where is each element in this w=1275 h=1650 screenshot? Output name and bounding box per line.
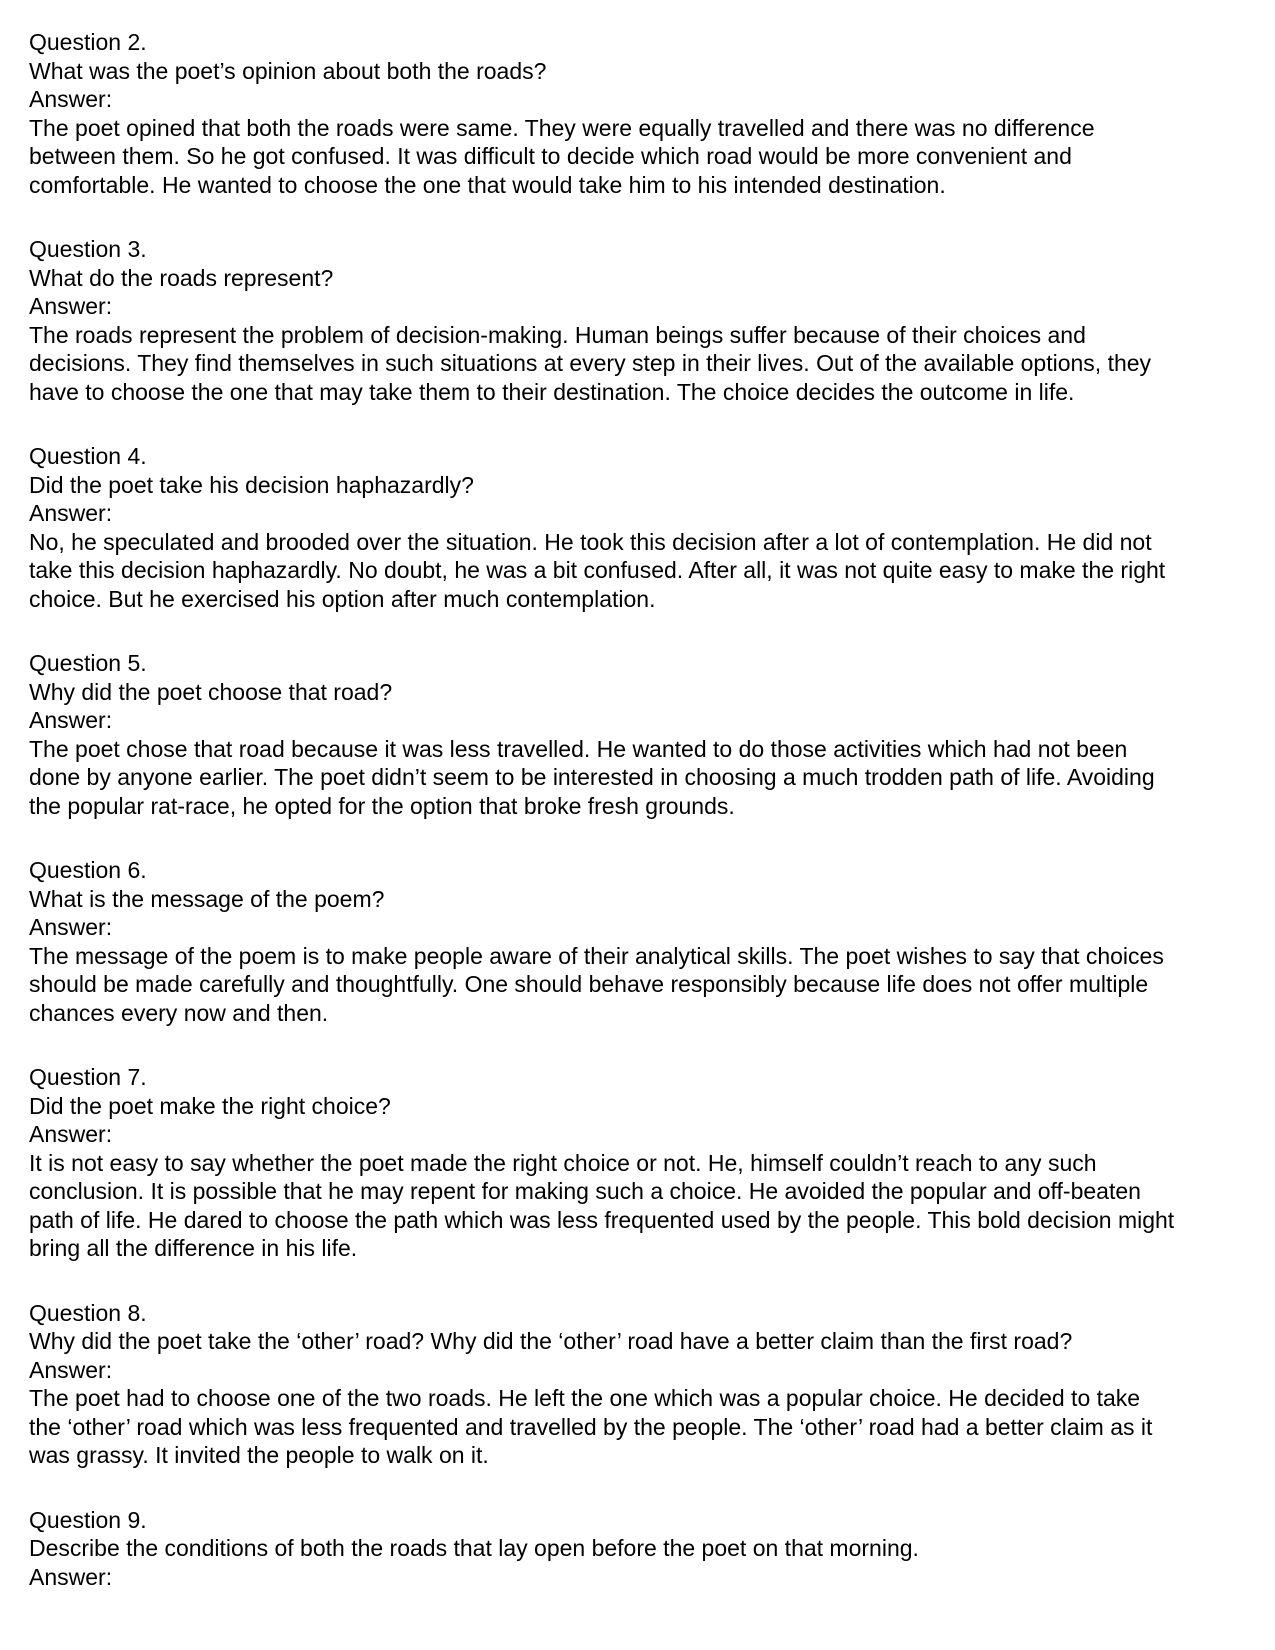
answer-text-line: the popular rat-race, he opted for the option that broke fresh grounds. bbox=[29, 792, 735, 819]
answer-text-line: The poet opined that both the roads were same. They were equally travelled and there was no difference bbox=[29, 114, 1095, 141]
answer-label: Answer: bbox=[29, 86, 113, 112]
answer-text-line: was grassy. It invited the people to walk on it. bbox=[29, 1442, 489, 1468]
question-block bbox=[29, 28, 1269, 199]
question-label: Question 6. bbox=[29, 857, 147, 883]
question-block bbox=[29, 1506, 1269, 1592]
answer-text-line: have to choose the one that may take them to their destination. The choice decides the outcome in life. bbox=[29, 378, 1075, 405]
answer-text-line: decisions. They find themselves in such situations at every step in their lives. Out of the available options, they bbox=[29, 350, 1152, 376]
answer-label: Answer: bbox=[29, 914, 113, 940]
answer-text-line: conclusion. It is possible that he may repent for making such a choice. He avoided the popular and off-beaten bbox=[29, 1178, 1141, 1204]
question-label: Question 3. bbox=[29, 236, 147, 262]
answer-label: Answer: bbox=[29, 500, 113, 526]
answer-label: Answer: bbox=[29, 1121, 113, 1147]
question-block bbox=[29, 442, 1269, 613]
answer-text-line: choice. But he exercised his option after much contemplation. bbox=[29, 585, 656, 612]
answer-text-line: bring all the difference in his life. bbox=[29, 1235, 358, 1261]
question-text: Why did the poet choose that road? bbox=[29, 678, 393, 705]
answer-label: Answer: bbox=[29, 707, 113, 733]
question-text: Did the poet take his decision haphazardly? bbox=[29, 471, 474, 498]
question-block bbox=[29, 1063, 1269, 1263]
answer-text-line: The message of the poem is to make people aware of their analytical skills. The poet wishes to say that choices bbox=[29, 942, 1164, 969]
answer-text-line: take this decision haphazardly. No doubt, he was a bit confused. After all, it was not quite easy to make the right bbox=[29, 557, 1166, 583]
answer-text-line: It is not easy to say whether the poet made the right choice or not. He, himself couldn’t reach to any such bbox=[29, 1149, 1097, 1176]
answer-text-line: No, he speculated and brooded over the situation. He took this decision after a lot of contemplation. He did not bbox=[29, 528, 1152, 555]
question-text: Describe the conditions of both the roads that lay open before the poet on that morning. bbox=[29, 1535, 919, 1561]
question-block bbox=[29, 235, 1269, 406]
answer-text-line: The poet had to choose one of the two roads. He left the one which was a popular choice. He decided to take bbox=[29, 1385, 1141, 1411]
answer-label: Answer: bbox=[29, 293, 113, 319]
question-label: Question 2. bbox=[29, 29, 147, 55]
question-text: What do the roads represent? bbox=[29, 264, 334, 291]
question-label: Question 4. bbox=[29, 443, 147, 469]
question-label: Question 5. bbox=[29, 650, 147, 676]
answer-label: Answer: bbox=[29, 1356, 113, 1383]
question-text: What was the poet’s opinion about both the roads? bbox=[29, 57, 547, 84]
answer-text-line: comfortable. He wanted to choose the one that would take him to his intended destination. bbox=[29, 171, 946, 198]
answer-text-line: chances every now and then. bbox=[29, 999, 329, 1026]
answer-text-line: The roads represent the problem of decision-making. Human beings suffer because of their choices and bbox=[29, 321, 1086, 348]
document-page bbox=[29, 28, 1269, 1627]
question-block bbox=[29, 649, 1269, 820]
answer-text-line: path of life. He dared to choose the path which was less frequented used by the people. This bold decision might bbox=[29, 1206, 1175, 1233]
question-label: Question 8. bbox=[29, 1299, 147, 1326]
answer-text-line: should be made carefully and thoughtfully. One should behave responsibly because life does not offer multiple bbox=[29, 971, 1149, 997]
answer-text-line: The poet chose that road because it was less travelled. He wanted to do those activities which had not been bbox=[29, 735, 1128, 762]
question-text: Why did the poet take the ‘other’ road? Why did the ‘other’ road have a better claim than the first road? bbox=[29, 1328, 1073, 1354]
answer-text-line: done by anyone earlier. The poet didn’t seem to be interested in choosing a much trodden path of life. Avoiding bbox=[29, 764, 1155, 790]
answer-text-line: the ‘other’ road which was less frequented and travelled by the people. The ‘other’ road had a better claim as it bbox=[29, 1413, 1153, 1440]
question-block bbox=[29, 856, 1269, 1027]
answer-label: Answer: bbox=[29, 1563, 113, 1590]
question-label: Question 9. bbox=[29, 1506, 147, 1533]
answer-text-line: between them. So he got confused. It was difficult to decide which road would be more convenient and bbox=[29, 143, 1072, 169]
question-label: Question 7. bbox=[29, 1064, 147, 1090]
question-text: What is the message of the poem? bbox=[29, 885, 385, 912]
question-text: Did the poet make the right choice? bbox=[29, 1092, 391, 1119]
question-block bbox=[29, 1299, 1269, 1470]
